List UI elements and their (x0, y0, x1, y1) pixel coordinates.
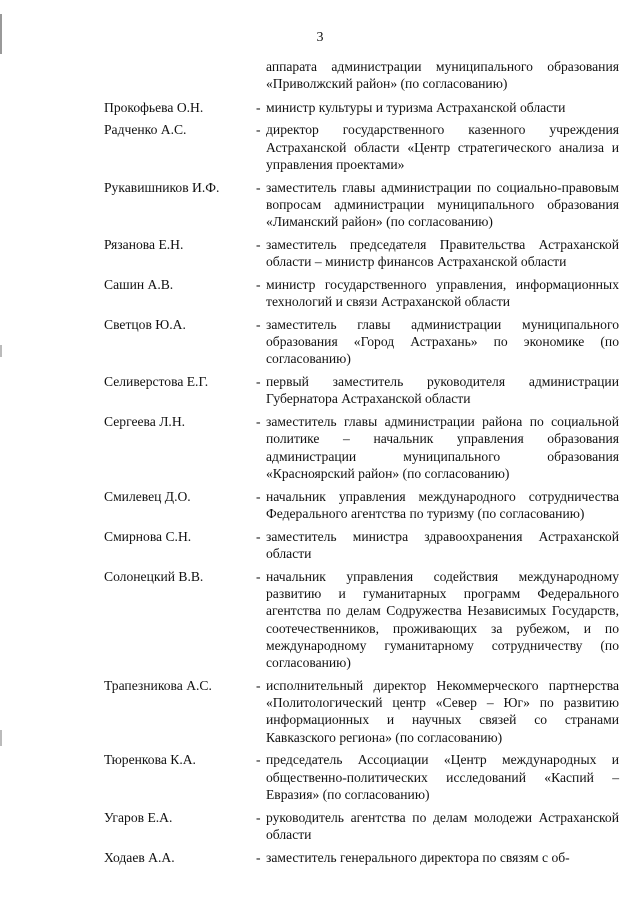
member-entry (104, 276, 619, 311)
continuation-text: аппарата администрации муниципального образования «Приволжский район» (по согласованию) (266, 59, 619, 92)
dash-separator: - (256, 568, 261, 584)
dash-separator: - (256, 236, 261, 252)
page-number: 3 (316, 30, 324, 45)
member-role: заместитель главы администрации района по социальной политике – начальник управления образования администрации муниципального образования «Красноярский район» (по согласованию) (266, 414, 619, 481)
member-entry (104, 677, 619, 746)
member-entry (104, 121, 619, 173)
member-list (104, 58, 619, 871)
member-entry (104, 568, 619, 672)
member-role: заместитель главы администрации муниципального образования «Город Астрахань» по экономике (по согласованию) (266, 316, 619, 367)
member-role: начальник управления международного сотрудничества Федерального агентства по туризму (по согласованию) (266, 488, 619, 521)
member-entry (104, 179, 619, 231)
member-entry (104, 236, 619, 271)
member-name: Сергеева Л.Н. (104, 414, 186, 430)
dash-separator: - (256, 849, 261, 865)
member-name: Радченко А.С. (104, 122, 187, 138)
dash-separator: - (256, 488, 261, 504)
member-role: начальник управления содействия международному развитию и гуманитарных программ Федерального агентства по делам Содружества Независимых Государств, соотечественников, проживающих за рубежом, и по международному гуманитарному сотрудничеству (по согласованию) (266, 568, 619, 671)
member-name: Угаров Е.А. (104, 809, 173, 825)
member-entry (104, 751, 619, 803)
member-entry (104, 528, 619, 563)
member-role: заместитель министра здравоохранения Астраханской области (266, 528, 619, 561)
member-entry (104, 99, 619, 116)
member-role: заместитель главы администрации по социально-правовым вопросам администрации муниципального образования «Лиманский район» (по согласованию) (266, 179, 619, 230)
member-role: директор государственного казенного учреждения Астраханской области «Центр стратегического анализа и управления проектами» (266, 122, 619, 172)
member-name: Солонецкий В.В. (104, 568, 204, 584)
entries-container (104, 99, 619, 866)
member-name: Тюренкова К.А. (104, 752, 196, 768)
member-role: председатель Ассоциации «Центр международных и общественно-политических исследований «Каспий – Евразия» (по согласованию) (266, 752, 619, 802)
member-name: Рукавишников И.Ф. (104, 179, 220, 195)
member-role: заместитель председателя Правительства Астраханской области – министр финансов Астраханской области (266, 236, 619, 270)
dash-separator: - (256, 179, 261, 195)
member-role: исполнительный директор Некоммерческого партнерства «Политологический центр «Север – Юг» по развитию информационных и научных связей со странами Кавказского региона» (по согласованию) (266, 677, 619, 745)
member-name: Смилевец Д.О. (104, 488, 191, 504)
scan-edge-mark (0, 345, 2, 357)
member-entry (104, 316, 619, 368)
member-role: министр государственного управления, информационных технологий и связи Астраханской области (266, 276, 619, 310)
member-name: Сашин А.В. (104, 276, 174, 292)
member-name: Светцов Ю.А. (104, 316, 186, 332)
member-name: Прокофьева О.Н. (104, 99, 204, 115)
member-entry (104, 413, 619, 482)
dash-separator: - (256, 122, 261, 138)
dash-separator: - (256, 316, 261, 332)
dash-separator: - (256, 809, 261, 825)
dash-separator: - (256, 677, 261, 693)
member-entry (104, 373, 619, 408)
dash-separator: - (256, 99, 261, 115)
member-role: министр культуры и туризма Астраханской области (266, 99, 566, 115)
continuation-entry (104, 58, 619, 93)
dash-separator: - (256, 276, 261, 292)
dash-separator: - (256, 414, 261, 430)
member-name: Смирнова С.Н. (104, 528, 192, 544)
dash-separator: - (256, 752, 261, 768)
dash-separator: - (256, 374, 261, 390)
scan-edge-mark (0, 730, 2, 746)
member-name: Рязанова Е.Н. (104, 236, 184, 252)
dash-separator: - (256, 528, 261, 544)
member-name: Ходаев А.А. (104, 849, 175, 865)
member-entry (104, 488, 619, 523)
member-entry (104, 809, 619, 844)
member-role: заместитель генерального директора по связям с об- (266, 849, 570, 865)
member-role: руководитель агентства по делам молодежи Астраханской области (266, 809, 619, 842)
member-entry (104, 849, 619, 866)
member-role: первый заместитель руководителя администрации Губернатора Астраханской области (266, 374, 619, 407)
member-name: Селиверстова Е.Г. (104, 374, 209, 390)
member-name: Трапезникова А.С. (104, 677, 212, 693)
